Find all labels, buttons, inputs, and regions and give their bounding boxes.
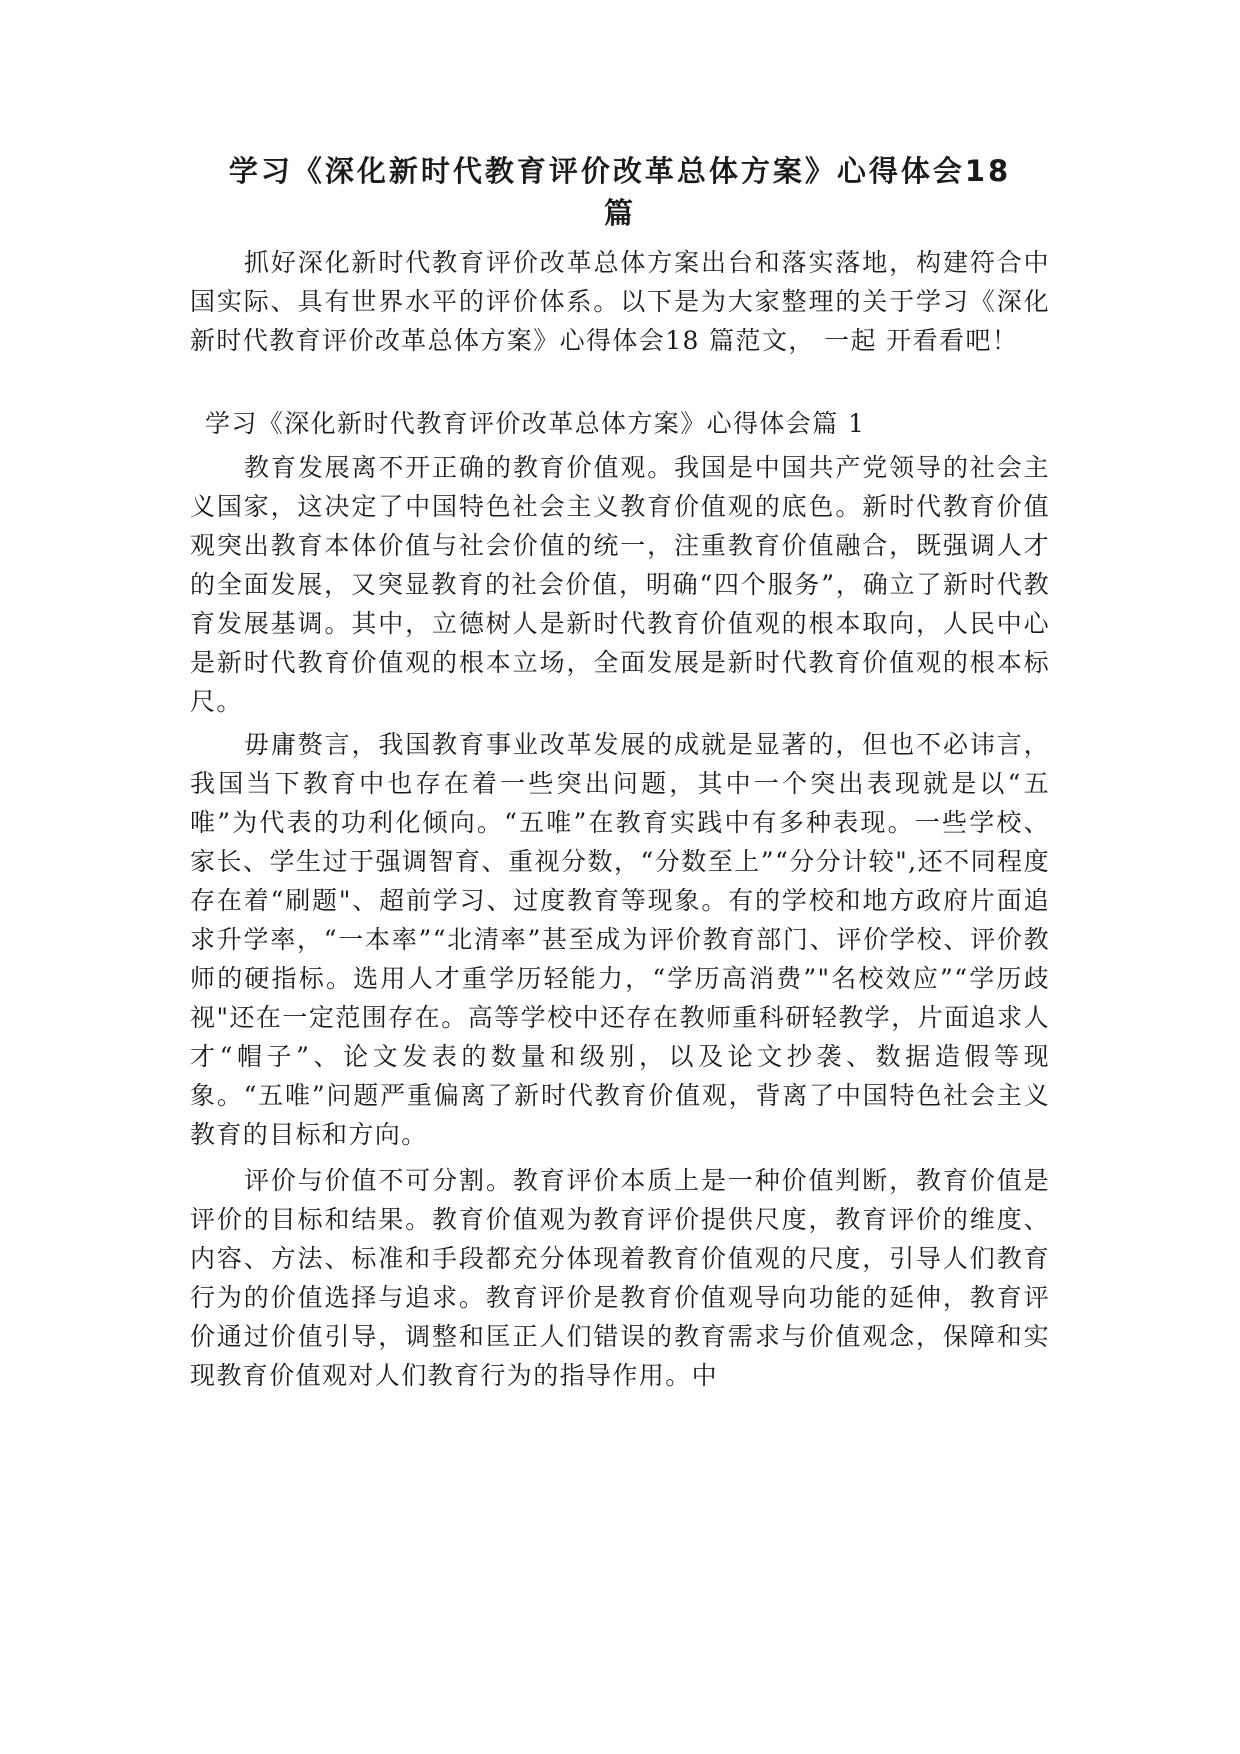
title-line-2: 篇 (603, 196, 636, 230)
section-heading: 学习《深化新时代教育评价改革总体方案》心得体会篇 1 (205, 409, 866, 438)
paragraph-2: 毋庸赘言，我国教育事业改革发展的成就是显著的，但也不必讳言，我国当下教育中也存在着一些突出问题，其中一个突出表现就是以“五唯”为代表的功利化倾向。“五唯”在教育实践中有多种表现。一些学校、家长、学生过于强调智育、重视分数，“分数至上”“分分计较",还不同程度存在着“刷题"、超前学习、过度教育等现象。有的学校和地方政府片面追求升学率，“一本率”“北清率”甚至成为评价教育部门、评价学校、评价教师的硬指标。选用人才重学历轻能力，“学历高消费”"名校效应”“学历歧视"还在一定范围存在。高等学校中还存在教师重科研轻教学，片面追求人才“帽子”、论文发表的数量和级别，以及论文抄袭、数据造假等现象。“五唯”问题严重偏离了新时代教育价值观，背离了中国特色社会主义教育的目标和方向。 (190, 730, 1050, 1149)
paragraph-1: 教育发展离不开正确的教育价值观。我国是中国共产党领导的社会主义国家，这决定了中国特色社会主义教育价值观的底色。新时代教育价值观突出教育本体价值与社会价值的统一，注重教育价值融合，既强调人才的全面发展，又突显教育的社会价值，明确“四个服务”，确立了新时代教育发展基调。其中，立德树人是新时代教育价值观的根本取向，人民中心是新时代教育价值观的根本立场，全面发展是新时代教育价值观的根本标尺。 (190, 453, 1050, 716)
title-line-1: 学习《深化新时代教育评价改革总体方案》心得体会18 (228, 154, 1012, 188)
intro-paragraph: 抓好深化新时代教育评价改革总体方案出台和落实落地，构建符合中国实际、具有世界水平的评价体系。以下是为大家整理的关于学习《深化新时代教育评价改革总体方案》心得体会18 篇范文， 一起 开看看吧！ (190, 248, 1050, 355)
document-title (190, 150, 1050, 234)
paragraph-3: 评价与价值不可分割。教育评价本质上是一种价值判断，教育价值是评价的目标和结果。教育价值观为教育评价提供尺度，教育评价的维度、内容、方法、标准和手段都充分体现着教育价值观的尺度，引导人们教育行为的价值选择与追求。教育评价是教育价值观导向功能的延伸，教育评价通过价值引导，调整和匡正人们错误的教育需求与价值观念，保障和实现教育价值观对人们教育行为的指导作用。中 (190, 1166, 1050, 1390)
